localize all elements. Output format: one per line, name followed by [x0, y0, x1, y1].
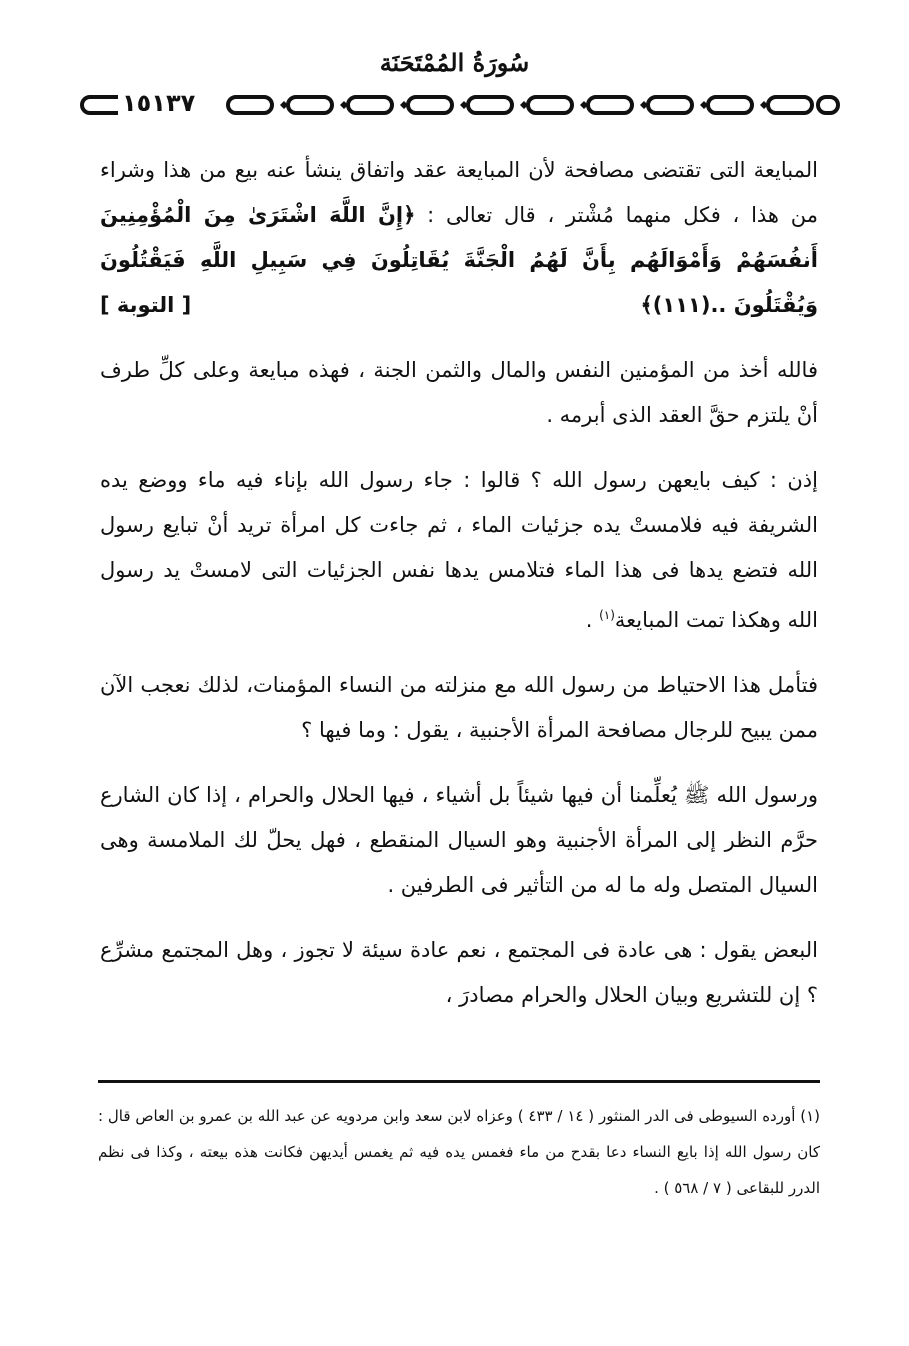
footnote-divider: [98, 1080, 820, 1083]
paragraph-6: البعض يقول : هى عادة فى المجتمع ، نعم عادة سيئة لا تجوز ، وهل المجتمع مشرِّع ؟ إن للتشريع وبيان الحلال والحرام مصادرَ ،: [100, 938, 818, 1007]
main-text: [100, 148, 818, 1038]
paragraph-tail: .: [585, 608, 600, 632]
footnotes: [98, 1098, 820, 1206]
paragraph-text: إذن : كيف بايعهن رسول الله ؟ قالوا : جاء رسول الله بإناء فيه ماء ووضع يده الشريفة فيه فلامستْ يده جزئيات الماء ، ثم جاءت كل امرأة تريد أنْ تبايع رسول الله فتضع يدها فى هذا الماء فتلامس يدها نفس الجزئيات التى لامستْ يد رسول الله وهكذا تمت المبايعة: [100, 468, 818, 632]
paragraph-text: المبايعة التى تقتضى مصافحة لأن المبايعة عقد واتفاق ينشأ عنه بيع من هذا وشراء من هذا ، فكل منهما مُشْتر ، قال تعالى :: [100, 158, 818, 227]
footnote-1: (١) أورده السيوطى فى الدر المنثور ( ١٤ / ٤٣٣ ) وعزاه لابن سعد وابن مردويه عن عبد الله بن عمرو بن العاص قال : كان رسول الله إذا بايع النساء دعا بقدح من ماء فغمس يده فيه ثم يغمس أيديهن فكانت هذه بيعته ، وكذا فى نظم الدرر للبقاعى ( ٧ / ٥٦٨ ) .: [98, 1107, 820, 1197]
page-number: ١٥١٣٧: [118, 89, 199, 117]
paragraph-3: [100, 458, 818, 643]
paragraph-2: فالله أخذ من المؤمنين النفس والمال والثمن الجنة ، فهذه مبايعة وعلى كلِّ طرف أنْ يلتزم حقَّ العقد الذى أبرمه .: [100, 358, 818, 427]
paragraph-5: ورسول الله ﷺ يُعلِّمنا أن فيها شيئاً بل أشياء ، فيها الحلال والحرام ، إذا كان الشارع حرَّم النظر إلى المرأة الأجنبية وهو السيال المنقطع ، فهل يحلّ لك الملامسة وهى السيال المتصل وله ما له من التأثير فى الطرفين .: [100, 783, 818, 897]
surah-title: سُورَةُ المُمْتَحَنَة: [379, 48, 530, 77]
quran-verse: ﴿إِنَّ اللَّهَ اشْتَرَىٰ مِنَ الْمُؤْمِنِينَ أَنفُسَهُمْ وَأَمْوَالَهُم بِأَنَّ لَهُمُ الْجَنَّةَ يُقَاتِلُونَ فِي سَبِيلِ اللَّهِ فَيَقْتُلُونَ وَيُقْتَلُونَ ..(١١١)﴾: [100, 203, 818, 317]
footnote-marker: (١): [599, 608, 615, 622]
paragraph-4: فتأمل هذا الاحتياط من رسول الله مع منزلته من النساء المؤمنات، لذلك نعجب الآن ممن يبيح للرجال مصافحة المرأة الأجنبية ، يقول : وما فيها ؟: [100, 673, 818, 742]
surah-reference: [ التوبة ]: [100, 293, 192, 317]
paragraph-1: [100, 148, 818, 328]
